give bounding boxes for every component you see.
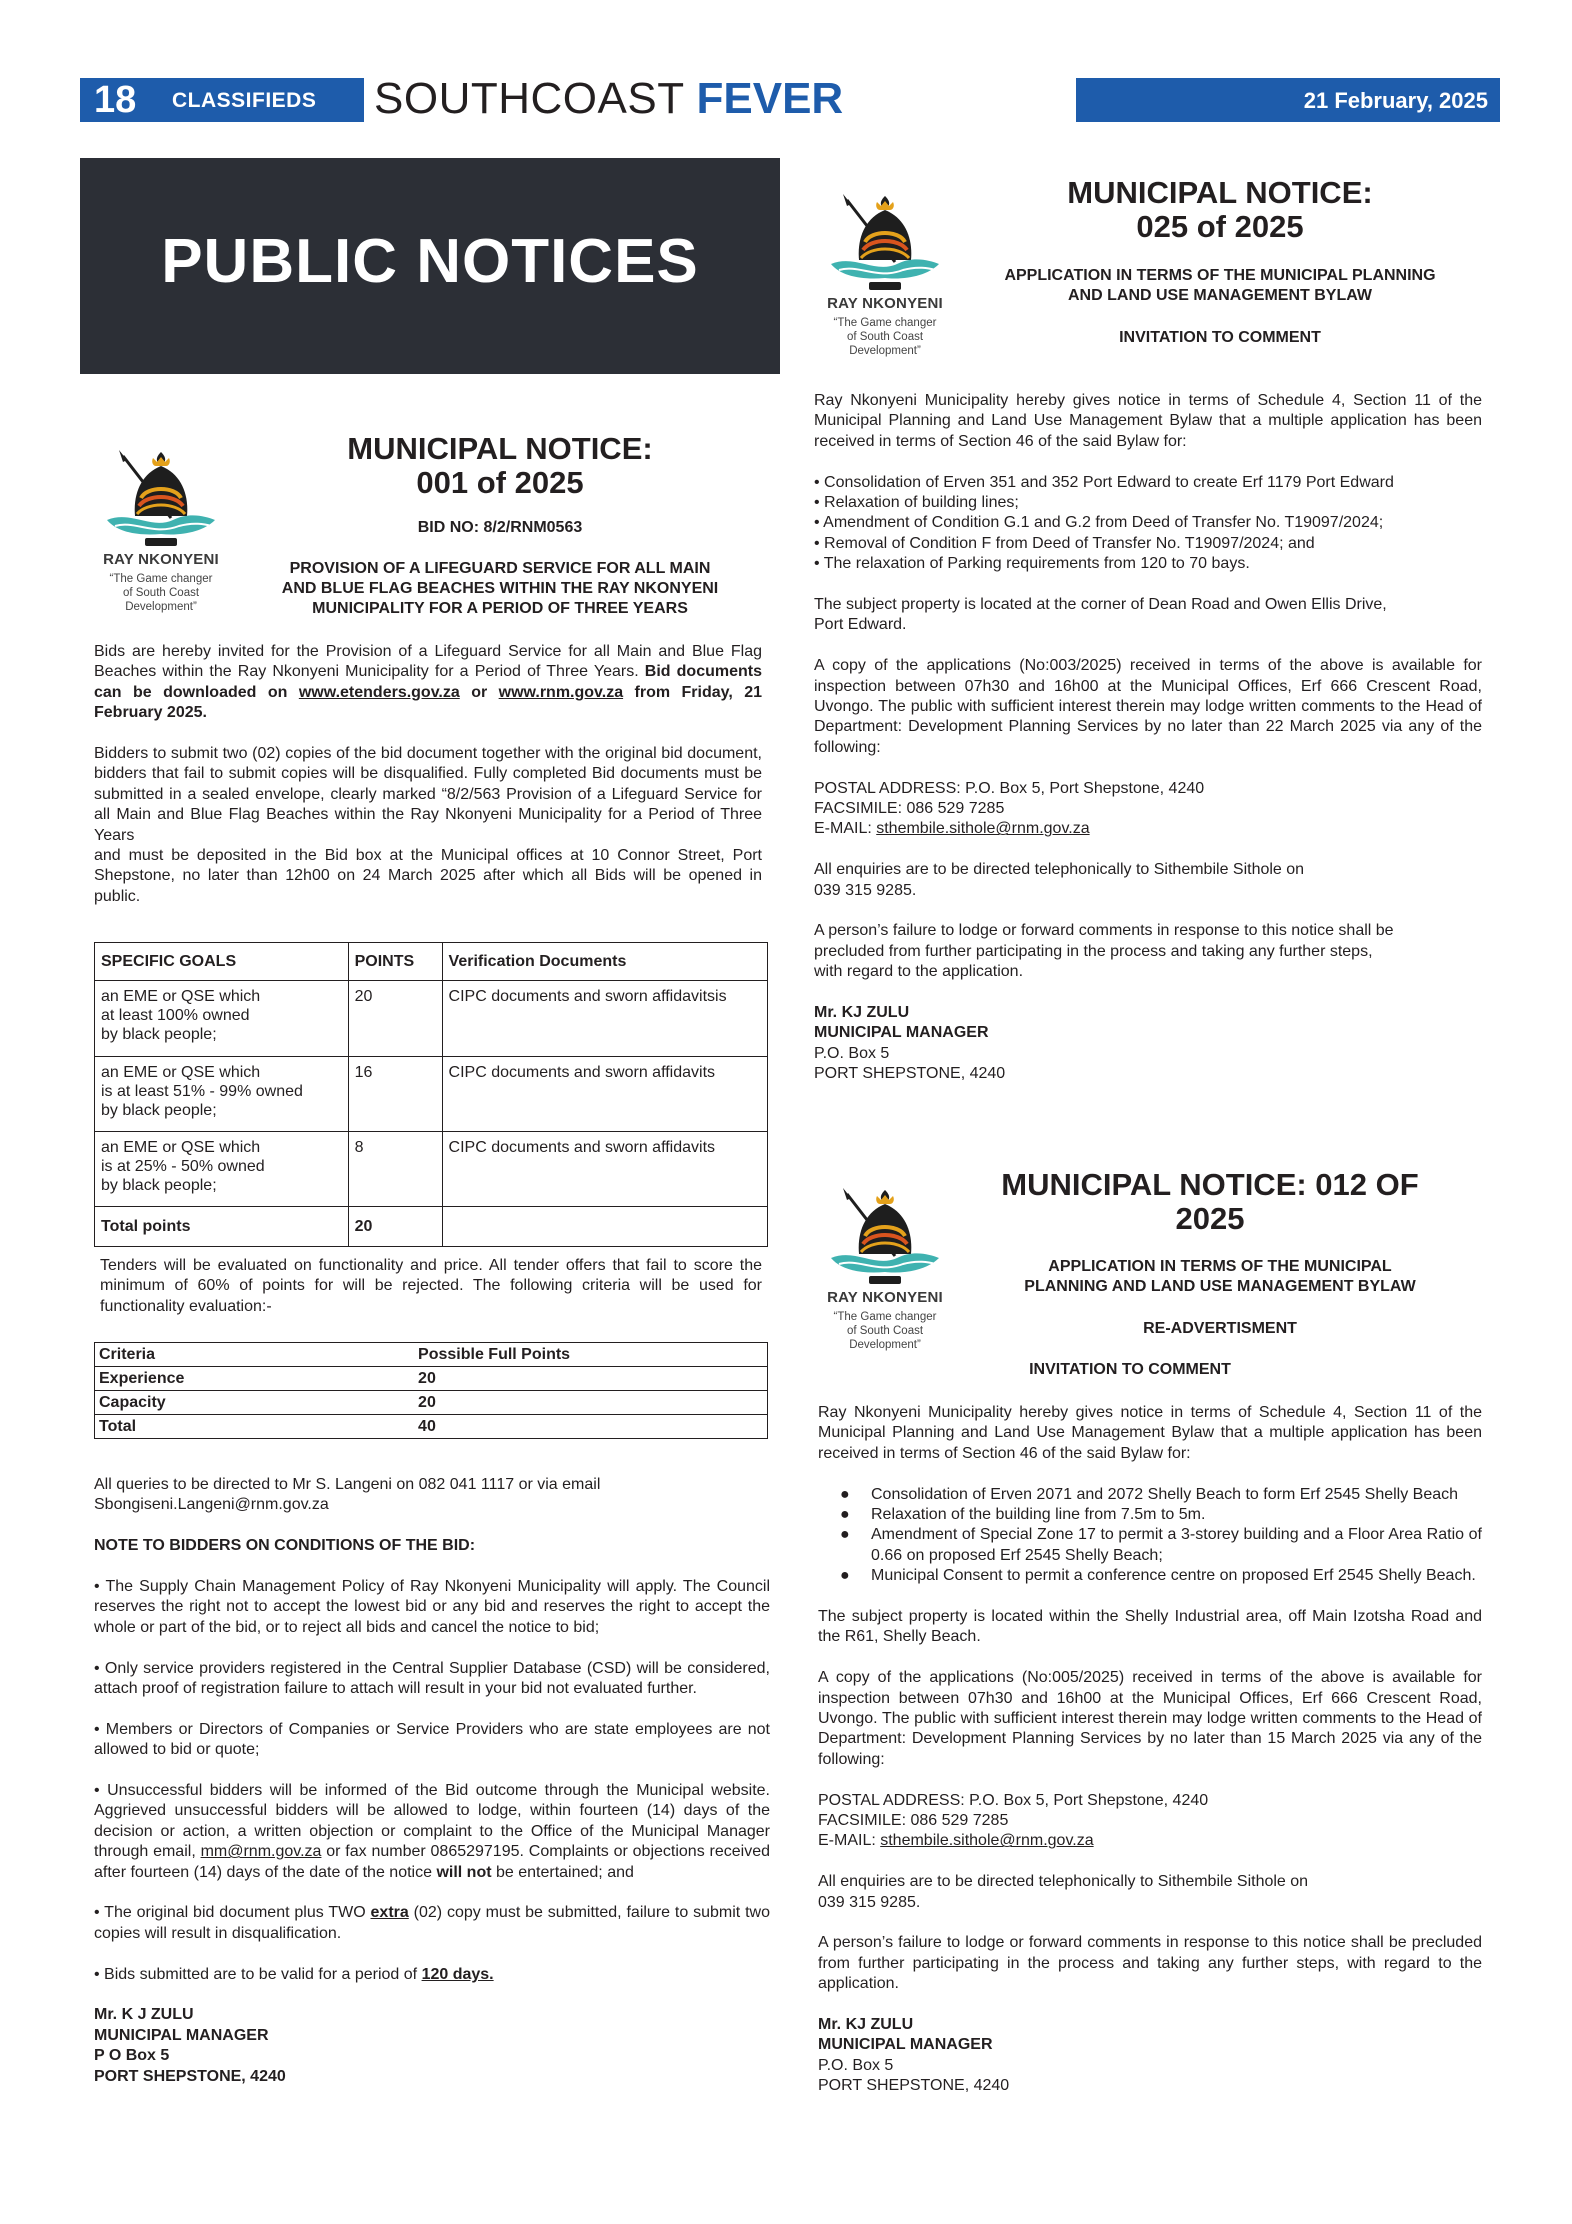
notice-001-queries: All queries to be directed to Mr S. Langeni on 082 041 1117 or via email Sbongiseni.Langeni@rnm.gov.za — [94, 1476, 601, 1514]
points-cell: 8 — [348, 1132, 442, 1207]
list-item: • The relaxation of Parking requirements from 120 to 70 bays. — [814, 555, 1250, 573]
notice-012-readvert: RE-ADVERTISMENT — [1143, 1320, 1297, 1337]
bullet-icon: ● — [840, 1506, 850, 1524]
table-header-cell: SPECIFIC GOALS — [95, 943, 349, 981]
logo-name: RAY NKONYENI — [827, 1289, 943, 1306]
criteria-header: Criteria — [95, 1343, 415, 1367]
municipality-logo — [820, 190, 950, 358]
municipal-manager-email-link[interactable]: mm@rnm.gov.za — [200, 1843, 322, 1861]
notice-012-intro: Ray Nkonyeni Municipality hereby gives notice in terms of Schedule 4, Section 11 of the Municipal Planning and Land Use Management Bylaw that a multiple application has been received in terms of Section 46 of the said Bylaw for: — [818, 1404, 1482, 1462]
notice-012-items — [818, 1485, 1482, 1587]
etenders-link[interactable]: www.etenders.gov.za — [298, 683, 460, 701]
table-header-row — [95, 1343, 768, 1367]
rnm-website-link[interactable]: www.rnm.gov.za — [498, 683, 624, 701]
docs-cell: CIPC documents and sworn affidavits — [442, 1132, 767, 1207]
email-line: E-MAIL: sthembile.sithole@rnm.gov.za — [814, 820, 1090, 838]
logo-tagline: “The Game changer of South Coast Development” — [833, 1311, 937, 1351]
table-row — [95, 1057, 768, 1132]
bullet-icon: ● — [840, 1485, 850, 1503]
specific-goals-table — [94, 942, 768, 1247]
notice-025-items — [814, 473, 1482, 575]
list-item: • Amendment of Condition G.1 and G.2 from Deed of Transfer No. T19097/2024; — [814, 514, 1384, 532]
email-link[interactable]: sthembile.sithole@rnm.gov.za — [880, 1832, 1094, 1850]
points-cell: 20 — [348, 981, 442, 1057]
notice-025-location: The subject property is located at the corner of Dean Road and Owen Ellis Drive, Port Edward. — [814, 596, 1387, 634]
notice-001-bid-no: BID NO: 8/2/RNM0563 — [417, 519, 583, 536]
notice-012-signature: Mr. KJ ZULU MUNICIPAL MANAGER P.O. Box 5 PORT SHEPSTONE, 4240 — [818, 2016, 1010, 2095]
email-link[interactable]: sthembile.sithole@rnm.gov.za — [876, 820, 1090, 838]
points-cell: 20 — [414, 1391, 767, 1415]
total-points: 20 — [348, 1207, 442, 1247]
condition-item: • Bids submitted are to be valid for a period of 120 days. — [94, 1965, 494, 1983]
notice-025-body — [814, 391, 1482, 1085]
table-total-row — [95, 1207, 768, 1247]
list-item: ● Amendment of Special Zone 17 to permit a 3-storey building and a Floor Area Ratio of 0.66 on proposed Erf 2545 Shelly Beach; — [840, 1526, 1482, 1564]
masthead-left-bar — [80, 78, 364, 122]
bullet-icon: ● — [840, 1526, 850, 1544]
notice-025-invitation: INVITATION TO COMMENT — [1119, 329, 1321, 346]
notice-025-contacts — [814, 779, 1482, 840]
logo-tagline: “The Game changer of South Coast Development” — [109, 573, 213, 613]
page-number: 18 — [94, 79, 137, 121]
logo-tagline: “The Game changer of South Coast Development” — [833, 317, 937, 357]
criteria-cell: Experience — [95, 1367, 415, 1391]
notice-025-intro: Ray Nkonyeni Municipality hereby gives notice in terms of Schedule 4, Section 11 of the Municipal Planning and Land Use Management Bylaw that a multiple application has been received in terms of Section 46 of the said Bylaw for: — [814, 392, 1482, 450]
condition-item: • Only service providers registered in the Central Supplier Database (CSD) will be considered, attach proof of registration failure to attach will result in your bid not evaluated further. — [94, 1659, 770, 1698]
points-cell: 40 — [414, 1415, 767, 1439]
fax-number: FACSIMILE: 086 529 7285 — [818, 1812, 1009, 1830]
notice-025-enquiries: All enquiries are to be directed telephonically to Sithembile Sithole on 039 315 9285. — [814, 861, 1305, 899]
municipality-logo — [820, 1184, 950, 1352]
notice-012-subject: APPLICATION IN TERMS OF THE MUNICIPAL PLANNING AND LAND USE MANAGEMENT BYLAW — [1024, 1258, 1416, 1295]
brand-bold: FEVER — [696, 74, 844, 123]
functionality-criteria-table — [94, 1342, 768, 1439]
goal-cell: an EME or QSE which is at 25% - 50% owned by black people; — [95, 1132, 349, 1207]
total-label: Total points — [95, 1207, 349, 1247]
table-row — [95, 981, 768, 1057]
notice-012-body — [818, 1403, 1482, 2097]
logo-name: RAY NKONYENI — [103, 551, 219, 568]
points-cell: 16 — [348, 1057, 442, 1132]
docs-cell: CIPC documents and sworn affidavitsis — [442, 981, 767, 1057]
notice-012-contacts — [818, 1791, 1482, 1852]
notice-001-signature: Mr. K J ZULU MUNICIPAL MANAGER P O Box 5 PORT SHEPSTONE, 4240 — [94, 2006, 286, 2085]
public-notices-banner — [80, 158, 780, 374]
points-cell: 20 — [414, 1367, 767, 1391]
municipality-crest-icon — [825, 1184, 945, 1288]
notice-001-conditions — [94, 1475, 770, 2087]
list-item: ● Municipal Consent to permit a conference centre on proposed Erf 2545 Shelly Beach. — [818, 1566, 1482, 1586]
table-row — [95, 1367, 768, 1391]
municipality-crest-icon — [825, 190, 945, 294]
notice-025-failure: A person’s failure to lodge or forward comments in response to this notice shall be precluded from further participating in the process and taking any further steps, with regard to the application. — [814, 922, 1394, 981]
table-header-cell: POINTS — [348, 943, 442, 981]
list-item: ● Relaxation of the building line from 7.5m to 5m. — [818, 1505, 1482, 1525]
notice-001-bidders: Bidders to submit two (02) copies of the bid document together with the original bid document, bidders that fail to submit copies will be disqualified. Fully completed Bid documents must be submitted in a sealed envelope, clearly marked “8/2/563 Provision of a Lifeguard Service for all Main and Blue Flag Beaches within the Ray Nkonyeni Municipality for a Period of Three Years and must be deposited in the Bid box at the Municipal offices at 10 Connor Street, Port Shepstone, no later than 12h00 on 24 March 2025 after which all Bids will be opened in public. — [94, 745, 762, 905]
notice-025-title: MUNICIPAL NOTICE: 025 of 2025 — [1067, 175, 1373, 244]
table-row — [95, 1132, 768, 1207]
notice-012-location: The subject property is located within the Shelly Industrial area, off Main Izotsha Road and the R61, Shelly Beach. — [818, 1608, 1482, 1646]
masthead — [80, 74, 1500, 123]
section-name: CLASSIFIEDS — [172, 89, 317, 112]
table-row — [95, 1415, 768, 1439]
logo-name: RAY NKONYENI — [827, 295, 943, 312]
municipality-crest-icon — [101, 446, 221, 550]
criteria-cell: Capacity — [95, 1391, 415, 1415]
condition-item: • Unsuccessful bidders will be informed of the Bid outcome through the Municipal website. Aggrieved unsuccessful bidders will be allowed to lodge, within fourteen (14) days of the decision or action, a written objection or complaint to the Office of the Municipal Manager through email, mm@rnm.gov.za or fax number 0865297195. Complaints or objections received after fourteen (14) days of the date of the notice will not be entertained; and — [94, 1782, 770, 1881]
condition-item: • The Supply Chain Management Policy of Ray Nkonyeni Municipality will apply. The Council reserves the right not to accept the lowest bid or any bid and reserves the right to accept the whole or part of the bid, or to reject all bids and cancel the notice to bid; — [94, 1578, 770, 1636]
criteria-cell: Total — [95, 1415, 415, 1439]
notice-001-intro: Bids are hereby invited for the Provision of a Lifeguard Service for all Main and Blue Flag Beaches within the Ray Nkonyeni Municipality for a Period of Three Years. Bid documents can be downloaded on www.etenders.gov.za or www.rnm.gov.za from Friday, 21 February 2025. — [94, 643, 763, 722]
notice-025-copy: A copy of the applications (No:003/2025) received in terms of the above is available for inspection between 07h30 and 16h00 at the Municipal Offices, Erf 666 Crescent Road, Uvongo. The public with sufficient interest therein may lodge written comments to the Head of Department: Development Planning Services by no later than 22 March 2025 via any of the following: — [814, 657, 1482, 756]
table-header-row — [95, 943, 768, 981]
bullet-icon: ● — [840, 1567, 850, 1585]
notice-012-failure: A person’s failure to lodge or forward comments in response to this notice shall be precluded from further participating in the process and taking any further steps, with regard to the application. — [818, 1934, 1482, 1993]
goal-cell: an EME or QSE which at least 100% owned by black people; — [95, 981, 349, 1057]
postal-address: POSTAL ADDRESS: P.O. Box 5, Port Shepstone, 4240 — [818, 1791, 1209, 1809]
empty-cell — [442, 1207, 767, 1247]
condition-item: • Members or Directors of Companies or Service Providers who are state employees are not allowed to bid or quote; — [94, 1720, 770, 1759]
notice-012-copy: A copy of the applications (No:005/2025) received in terms of the above is available for inspection between 07h30 and 16h00 at the Municipal Offices, Erf 666 Crescent Road, Uvongo. The public with sufficient interest therein may lodge written comments to the Head of Department: Development Planning Services by no later than 15 March 2025 via any of the following: — [818, 1669, 1482, 1768]
fax-number: FACSIMILE: 086 529 7285 — [814, 800, 1005, 818]
list-item: • Consolidation of Erven 351 and 352 Port Edward to create Erf 1179 Port Edward — [814, 473, 1394, 491]
condition-item: • The original bid document plus TWO extra (02) copy must be submitted, failure to submit two copies will result in disqualification. — [94, 1904, 771, 1942]
table-header-cell: Verification Documents — [442, 943, 767, 981]
notice-012-title: MUNICIPAL NOTICE: 012 OF 2025 — [1001, 1167, 1419, 1236]
notice-012-invitation: INVITATION TO COMMENT — [1029, 1361, 1231, 1378]
conditions-heading: NOTE TO BIDDERS ON CONDITIONS OF THE BID: — [94, 1537, 476, 1555]
points-header: Possible Full Points — [414, 1343, 767, 1367]
notice-001-tenders: Tenders will be evaluated on functionality and price. All tender offers that fail to score the minimum of 60% of points for will be rejected. The following criteria will be used for functionality evaluation:- — [100, 1257, 762, 1315]
docs-cell: CIPC documents and sworn affidavits — [442, 1057, 767, 1132]
list-item: ● Consolidation of Erven 2071 and 2072 Shelly Beach to form Erf 2545 Shelly Beach — [818, 1485, 1482, 1505]
table-row — [95, 1391, 768, 1415]
notice-001-subject: PROVISION OF A LIFEGUARD SERVICE FOR ALL MAIN AND BLUE FLAG BEACHES WITHIN THE RAY NKONYENI MUNICIPALITY FOR A PERIOD OF THREE YEARS — [281, 560, 719, 617]
masthead-right-bar — [1076, 78, 1500, 122]
municipality-logo — [96, 446, 226, 614]
brand-light: SOUTHCOAST — [374, 74, 697, 123]
banner-title: PUBLIC NOTICES — [161, 227, 699, 296]
list-item: • Removal of Condition F from Deed of Transfer No. T19097/2024; and — [814, 534, 1315, 552]
list-item: • Relaxation of building lines; — [814, 494, 1019, 512]
notice-001-body — [94, 642, 762, 907]
notice-025-signature: Mr. KJ ZULU MUNICIPAL MANAGER P.O. Box 5 PORT SHEPSTONE, 4240 — [814, 1004, 1006, 1083]
email-line: E-MAIL: sthembile.sithole@rnm.gov.za — [818, 1832, 1094, 1850]
postal-address: POSTAL ADDRESS: P.O. Box 5, Port Shepstone, 4240 — [814, 779, 1205, 797]
notice-025-subject: APPLICATION IN TERMS OF THE MUNICIPAL PLANNING AND LAND USE MANAGEMENT BYLAW — [1004, 267, 1436, 304]
goal-cell: an EME or QSE which is at least 51% - 99% owned by black people; — [95, 1057, 349, 1132]
notice-001-title: MUNICIPAL NOTICE: 001 of 2025 — [347, 431, 653, 500]
newspaper-brand — [374, 74, 844, 123]
notice-012-enquiries: All enquiries are to be directed telephonically to Sithembile Sithole on 039 315 9285. — [818, 1873, 1309, 1911]
issue-date: 21 February, 2025 — [1303, 88, 1488, 113]
